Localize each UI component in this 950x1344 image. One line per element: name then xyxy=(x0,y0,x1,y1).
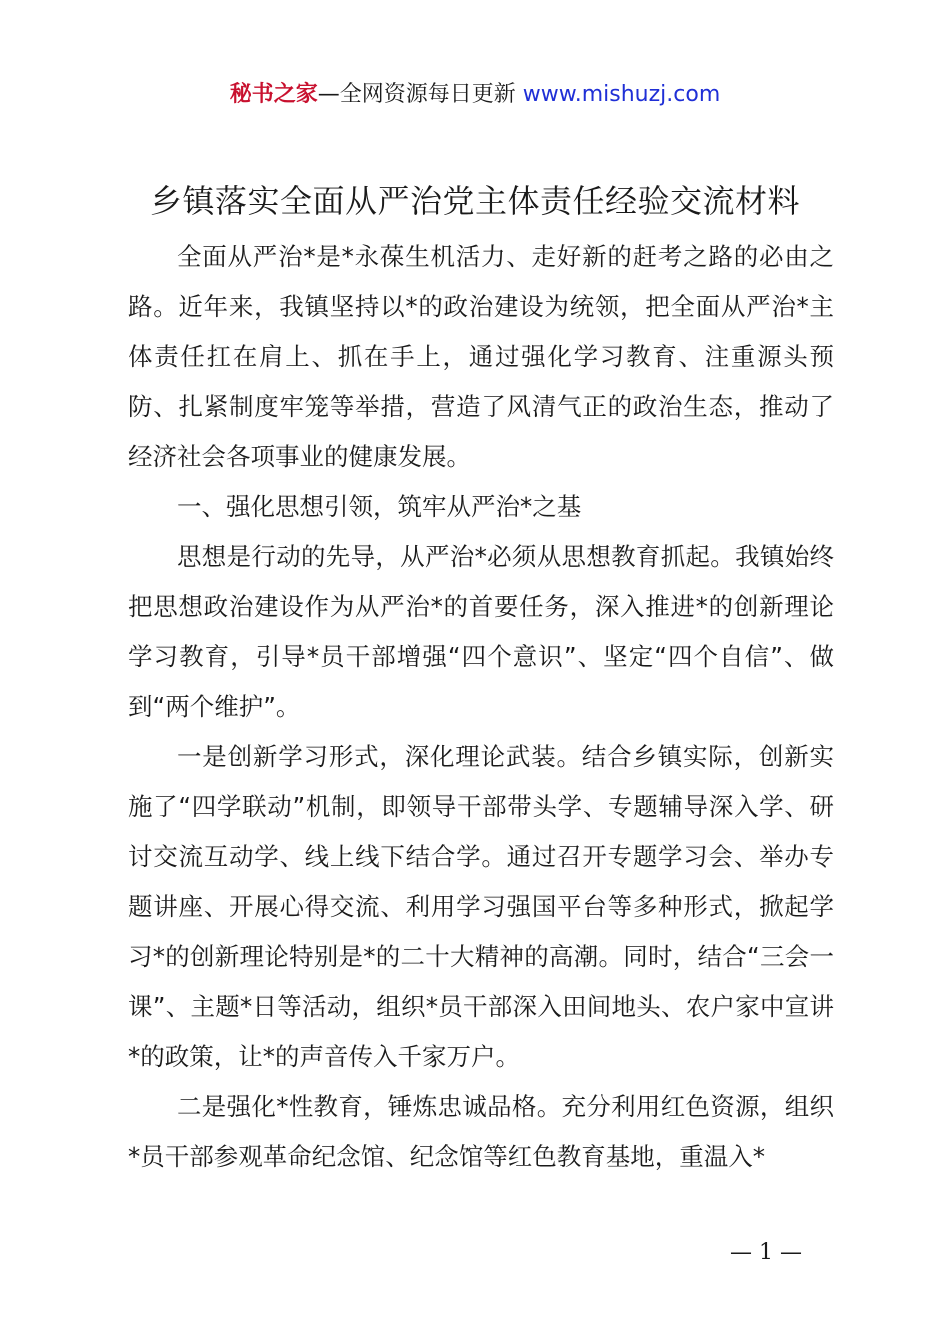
brand-name: 秘书之家 xyxy=(229,82,318,107)
paragraph-section-1: 思想是行动的先导，从严治*必须从思想教育抓起。我镇始终把思想政治建设作为从严治*的首要任务，深入推进*的创新理论学习教育，引导*员干部增强“四个意识”、坚定“四个自信”、做到“两个维护”。 xyxy=(128,542,834,721)
paragraph-point-2: 二是强化*性教育，锤炼忠诚品格。充分利用红色资源，组织*员干部参观革命纪念馆、纪念馆等红色教育基地，重温入* xyxy=(128,1092,834,1171)
document-title: 乡镇落实全面从严治党主体责任经验交流材料 xyxy=(149,182,800,220)
site-header xyxy=(0,80,950,110)
paragraph-point-1: 一是创新学习形式，深化理论武装。结合乡镇实际，创新实施了“四学联动”机制，即领导干部带头学、专题辅导深入学、研讨交流互动学、线上线下结合学。通过召开专题学习会、举办专题讲座、开展心得交流、利用学习强国平台等多种形式，掀起学习*的创新理论特别是*的二十大精神的高潮。同时，结合“三会一课”、主题*日等活动，组织*员干部深入田间地头、农户家中宣讲*的政策，让*的声音传入千家万户。 xyxy=(128,742,834,1071)
header-tagline: —全网资源每日更新 xyxy=(317,82,523,107)
page-number: — 1 — xyxy=(730,1240,802,1265)
section-heading-1: 一、强化思想引领，筑牢从严治*之基 xyxy=(177,492,582,521)
document-body xyxy=(128,232,834,1182)
site-url-link[interactable]: www.mishuzj.com xyxy=(522,82,721,107)
paragraph-intro: 全面从严治*是*永葆生机活力、走好新的赶考之路的必由之路。近年来，我镇坚持以*的政治建设为统领，把全面从严治*主体责任扛在肩上、抓在手上，通过强化学习教育、注重源头预防、扎紧制度牢笼等举措，营造了风清气正的政治生态，推动了经济社会各项事业的健康发展。 xyxy=(128,242,834,471)
